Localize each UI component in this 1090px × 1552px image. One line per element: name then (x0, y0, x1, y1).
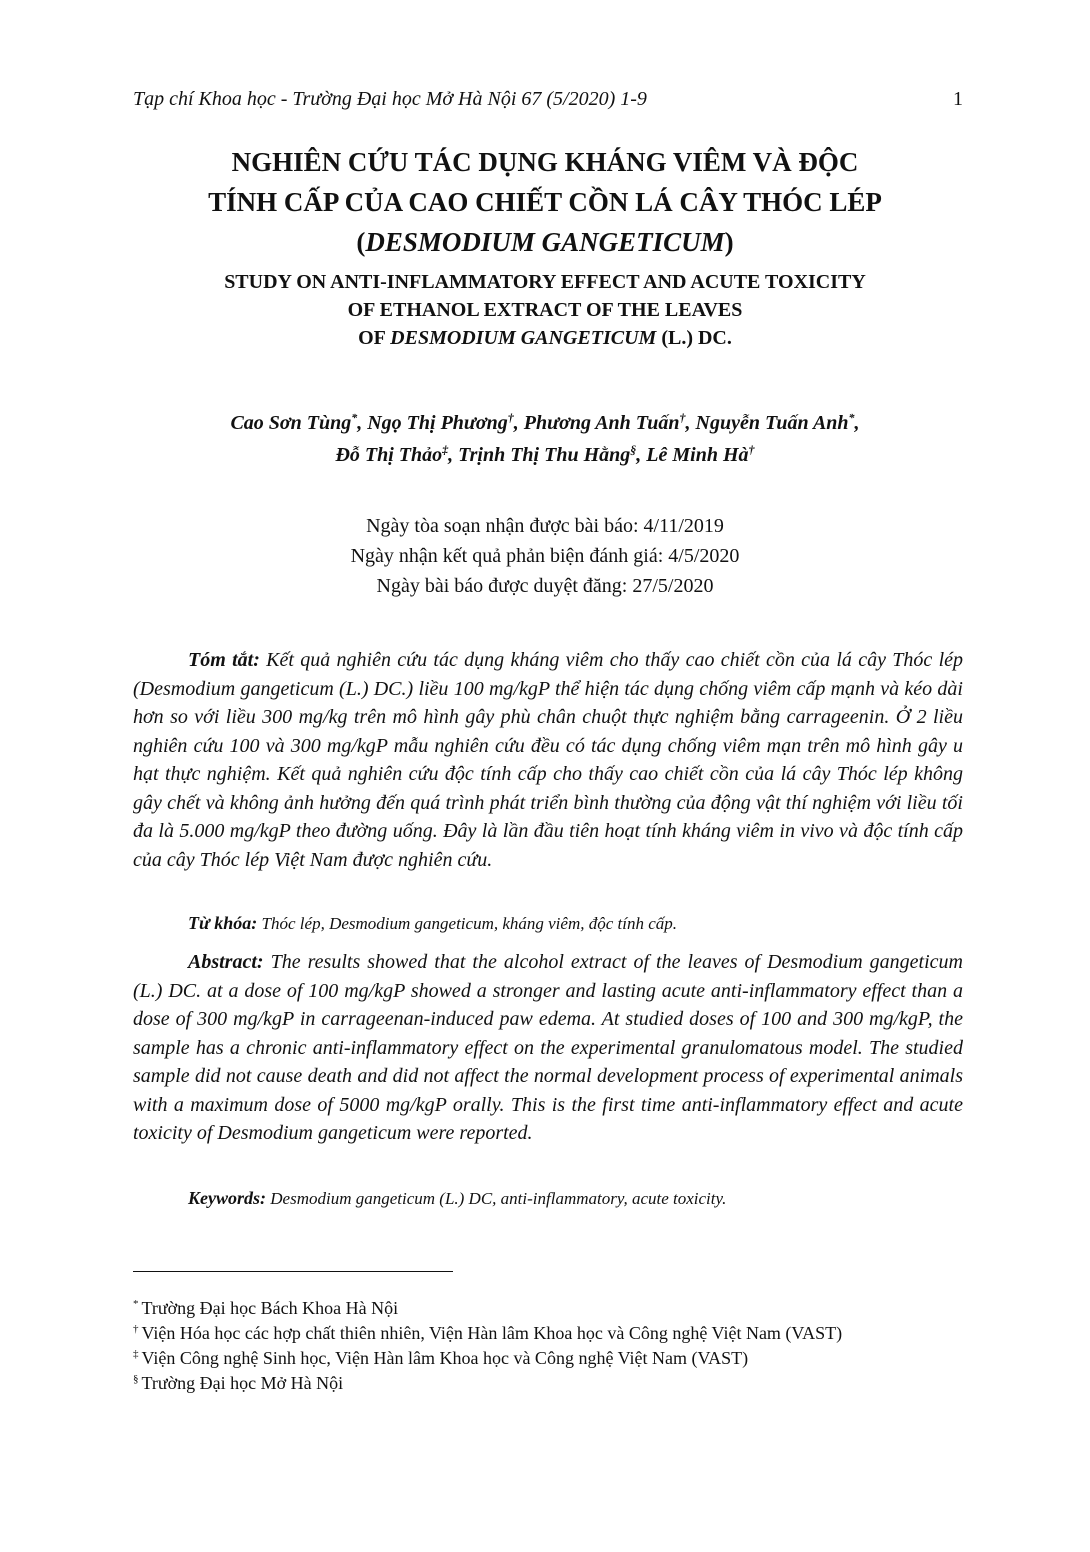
title-en-line-2: OF ETHANOL EXTRACT OF THE LEAVES (347, 299, 743, 321)
footnote: † Viện Hóa học các hợp chất thiên nhiên, Viện Hàn lâm Khoa học và Công nghệ Việt Nam (VAST) (133, 1323, 843, 1343)
title-en-prefix: OF (358, 327, 391, 349)
title-vietnamese (120, 142, 970, 262)
footnote-divider (133, 1271, 453, 1272)
publication-dates (120, 511, 970, 601)
journal-citation: Tạp chí Khoa học - Trường Đại học Mở Hà Nội 67 (5/2020) 1-9 (133, 88, 647, 110)
keywords-en-text: Desmodium gangeticum (L.) DC, anti-inflammatory, acute toxicity. (270, 1189, 727, 1208)
title-vi-paren-close: ) (724, 227, 734, 257)
title-en-line-3 (120, 324, 970, 352)
title-vi-paren-open: ( (356, 227, 366, 257)
author: Cao Sơn Tùng*, (230, 410, 368, 434)
running-header (133, 86, 963, 112)
abstract-text: The results showed that the alcohol extract of the leaves of Desmodium gangeticum (L.) DC. at a dose of 100 mg/kgP showed a stronger and lasting acute anti-inflammatory effect than a dose of 300 mg/kgP in carrageenan-induced paw edema. At studied doses of 100 and 300 mg/kgP, the sample has a chronic anti-inflammatory effect on the experimental granulomatous model. The studied sample did not cause death and did not affect the normal development process of experimental animals with a maximum dose of 5000 mg/kgP orally. This is the first time anti-inflammatory effect and acute toxicity of Desmodium gangeticum were reported. (133, 951, 963, 1144)
summary-text: Kết quả nghiên cứu tác dụng kháng viêm cho thấy cao chiết cồn của lá cây Thóc lép (Desmodium gangeticum (L.) DC.) liều 100 mg/kgP thể hiện tác dụng chống viêm cấp mạnh và kéo dài hơn so với liều 300 mg/kg trên mô hình gây phù chân chuột thực nghiệm bằng carrageenin. Ở 2 liều nghiên cứu 100 và 300 mg/kgP mẫu nghiên cứu đều có tác dụng chống viêm mạn trên mô hình gây u hạt thực nghiệm. Kết quả nghiên cứu độc tính cấp cho thấy cao chiết cồn của lá cây Thóc lép không gây chết và không ảnh hưởng đến quá trình phát triển bình thường của động vật thí nghiệm với liều tối đa là 5.000 mg/kgP theo đường uống. Đây là lần đầu tiên hoạt tính kháng viêm in vivo và độc tính cấp của cây Thóc lép Việt Nam được nghiên cứu. (133, 649, 964, 871)
keywords-en-label: Keywords: (188, 1188, 266, 1208)
summary-label: Tóm tắt: (188, 649, 260, 671)
keywords-vi-text: Thóc lép, Desmodium gangeticum, kháng viêm, độc tính cấp. (261, 914, 678, 933)
title-vi-species: DESMODIUM GANGETICUM (365, 227, 725, 257)
date-received: Ngày tòa soạn nhận được bài báo: 4/11/2019 (366, 515, 724, 537)
author: Nguyễn Tuấn Anh*, (695, 410, 860, 434)
author: Lê Minh Hà† (646, 442, 755, 466)
abstract-english (133, 948, 963, 1148)
author: Phương Anh Tuấn†, (523, 410, 696, 434)
page-number: 1 (953, 88, 963, 110)
author-line-1 (120, 407, 970, 439)
keywords-vi-label: Từ khóa: (188, 913, 258, 933)
footnotes (133, 1296, 963, 1396)
author-list (120, 407, 970, 471)
footnote: § Trường Đại học Mở Hà Nội (133, 1373, 344, 1393)
author: Đỗ Thị Thảo‡, (335, 442, 459, 466)
date-reviewed: Ngày nhận kết quả phản biện đánh giá: 4/5/2020 (350, 545, 740, 567)
title-en-species: DESMODIUM GANGETICUM (390, 327, 657, 349)
title-vi-line-1: NGHIÊN CỨU TÁC DỤNG KHÁNG VIÊM VÀ ĐỘC (231, 147, 859, 177)
title-vi-line-2: TÍNH CẤP CỦA CAO CHIẾT CỒN LÁ CÂY THÓC LÉP (208, 187, 882, 217)
author-line-2 (120, 439, 970, 471)
footnote: ‡ Viện Công nghệ Sinh học, Viện Hàn lâm Khoa học và Công nghệ Việt Nam (VAST) (133, 1348, 749, 1368)
author: Ngọ Thị Phương†, (367, 410, 524, 434)
keywords-english (133, 1186, 963, 1211)
author: Trịnh Thị Thu Hằng§, (458, 442, 647, 466)
title-en-suffix: (L.) DC. (656, 327, 732, 349)
title-en-line-1: STUDY ON ANTI-INFLAMMATORY EFFECT AND ACUTE TOXICITY (224, 271, 866, 293)
title-vi-line-3 (120, 222, 970, 262)
abstract-label: Abstract: (188, 951, 264, 973)
footnote: * Trường Đại học Bách Khoa Hà Nội (133, 1298, 399, 1318)
summary-vietnamese (133, 646, 963, 874)
title-english (120, 268, 970, 352)
keywords-vietnamese (133, 911, 963, 936)
date-accepted: Ngày bài báo được duyệt đăng: 27/5/2020 (376, 575, 714, 597)
